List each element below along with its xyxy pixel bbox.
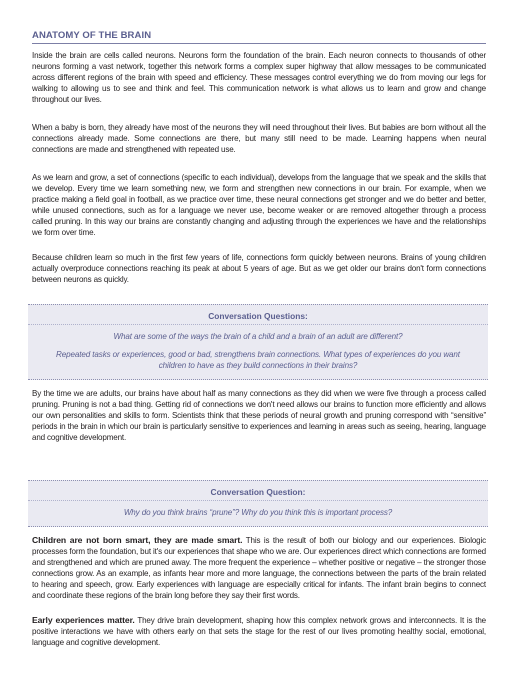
- question-repeated-experiences: Repeated tasks or experiences, good or bad, strengthens brain connections. What types of experiences do you want children to have as they build connections in their brains?: [56, 350, 460, 370]
- box-title-divider: [28, 324, 488, 325]
- conversation-question-box: [28, 480, 488, 527]
- paragraph-early-experiences: [32, 615, 486, 649]
- paragraph-made-smart: [32, 535, 486, 601]
- box-title-divider: [28, 500, 488, 501]
- section-heading: ANATOMY OF THE BRAIN: [32, 30, 152, 41]
- conversation-questions-box: [28, 304, 488, 380]
- heading-divider: [32, 43, 486, 44]
- body-text: They drive brain development, shaping how this complex network grows and interconnects. It is the positive interactions we have with others early on that sets the stage for the rest of our lives promoting healthy social, emotional, language and cognitive development.: [32, 616, 486, 647]
- paragraph-children-learn: Because children learn so much in the first few years of life, connections form quickly between neurons. Brains of young children actually overproduce connections reaching its peak at about 5 years of age. But as we get older our brains don't form connections between neurons as quickly.: [32, 253, 486, 284]
- box-title: Conversation Questions:: [208, 311, 308, 321]
- paragraph-adults-pruning: By the time we are adults, our brains have about half as many connections as they did when we were five through a process called pruning. Pruning is not a bad thing. Getting rid of connections we don't need allows our brains to function more efficiently and allows our own personalities and skills to form. Scientists think that these periods of neural growth and pruning correspond with “sensitive” periods in the brain in which our brain is particularly sensitive to experiences and learning in areas such as seeing, hearing, language and cognitive development.: [32, 389, 486, 442]
- question-why-prune: Why do you think brains “prune”? Why do you think this is important process?: [123, 508, 393, 517]
- paragraph-baby-born: When a baby is born, they already have most of the neurons they will need throughout their lives. But babies are born without all the connections already made. Some connections are there, but many still need to be made. Learning happens when neural connections are made and strengthened with repeated use.: [32, 123, 486, 154]
- box-title: Conversation Question:: [210, 487, 306, 497]
- paragraph-learn-grow: As we learn and grow, a set of connections (specific to each individual), develops from the language that we speak and the skills that we develop. Every time we learn something new, we form and strengthen new connections in our brain. For example, when we practice making a field goal in football, as we practice over time, these neural connections get stronger and we do better and better, while unused connections, such as for a language we never use, become weaker or are removed altogether through a process called pruning. In this way our brains are constantly changing and adjusting through the experiences we have and the relationships we form over time.: [32, 173, 486, 237]
- question-brain-differences: What are some of the ways the brain of a child and a brain of an adult are different?: [113, 332, 403, 341]
- paragraph-neurons: Inside the brain are cells called neurons. Neurons form the foundation of the brain. Each neuron connects to thousands of other neurons forming a vast network, together this network forms a complex super highway that allow messages to be communicated across different regions of the brain with speed and efficiency. These messages control everything we do from moving our legs for walking to allowing us to see and think and feel. This communication network is what allows us to learn and grow and change throughout our lives.: [32, 51, 486, 104]
- body-text: This is the result of both our biology and our experiences. Biologic processes form the foundation, but it's our experiences that shape who we are. Our experiences direct which connections are formed and strengthened and which are pruned away. The more frequent the experience – whether positive or negative – the stronger those connections grow. As an example, as infants hear more and more language, the connections between the parts of the brain related to hearing and speech, grow. Early experiences with language are especially critical for infants. The infant brain begins to connect and coordinate these regions of the brain long before they say their first words.: [32, 536, 486, 600]
- lead-text: Early experiences matter.: [32, 615, 135, 625]
- lead-text: Children are not born smart, they are made smart.: [32, 535, 243, 545]
